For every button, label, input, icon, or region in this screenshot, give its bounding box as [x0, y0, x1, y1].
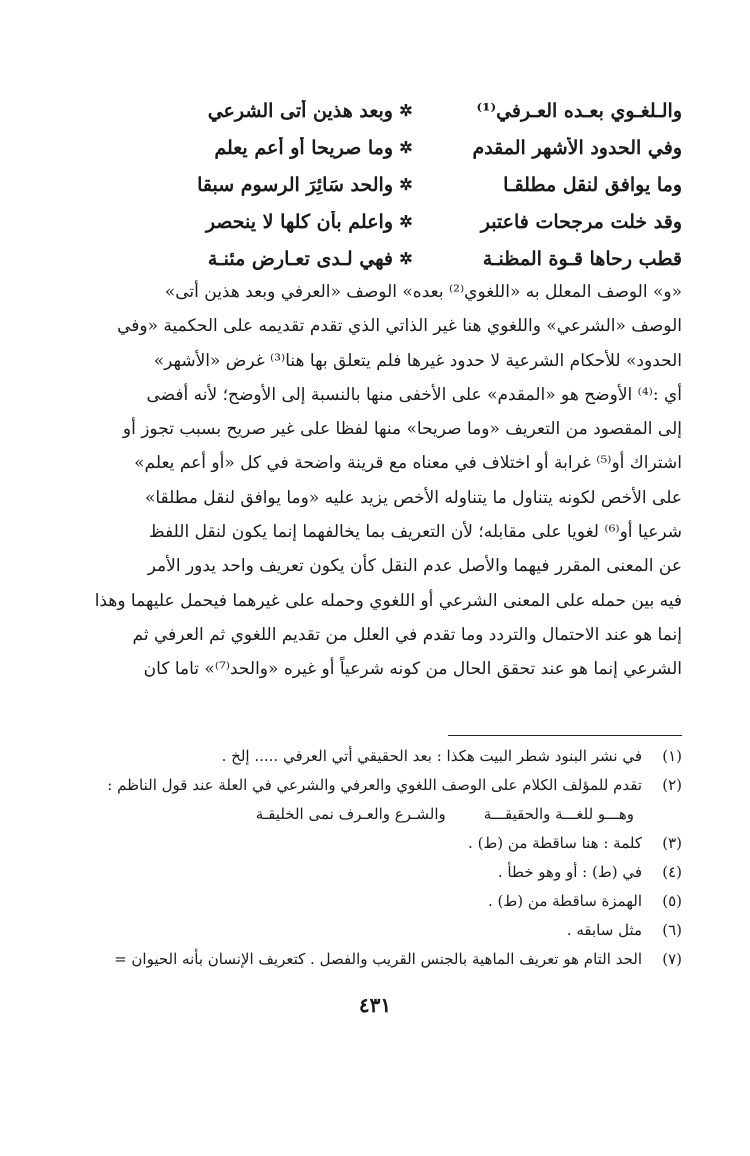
footnotes	[60, 742, 682, 974]
verse-first-hemistich: وما يوافق لنقل مطلقـا	[503, 173, 682, 196]
star-separator-icon: ✲	[399, 175, 413, 194]
footnote-text: كلمة : هنا ساقطة من (ط) .	[468, 834, 642, 852]
footnote-number: (٧)	[662, 950, 682, 968]
commentary-line: «و» الوصف المعلل به «اللغوي⁽²⁾ بعده» الوصف «العرفي وبعد هذين أتى»	[164, 282, 682, 302]
commentary-line: أي :⁽⁴⁾ الأوضح هو «المقدم» على الأخفى منها بالنسبة إلى الأوضح؛ لأنه أفضى	[146, 384, 682, 405]
commentary-line: فيه بين حمله على المعنى الشرعي أو اللغوي وحمله على غيرهما فيحمل عليهما وهذا	[94, 590, 682, 611]
footnote	[60, 916, 682, 945]
commentary-line: إنما هو عند الاحتمال والتردد وما تقدم في العلل من تقديم اللغوي ثم العرفي ثم	[132, 624, 682, 645]
commentary-line: اشتراك أو⁽⁵⁾ غرابة أو اختلاف في معناه مع قرينة واضحة في كل «أو أعم يعلم»	[134, 453, 682, 474]
footnote	[60, 742, 682, 771]
verse-line	[130, 240, 682, 277]
footnote-text: مثل سابقه .	[566, 921, 642, 939]
star-separator-icon: ✲	[399, 101, 413, 120]
verse-first-hemistich: وفي الحدود الأشهر المقدم	[472, 136, 682, 159]
commentary-line: إلى المقصود من التعريف «وما صريحا» منها لفظا على غير صريح بسبب تجوز أو	[122, 419, 682, 440]
footnote	[60, 829, 682, 858]
verse-line	[130, 92, 682, 129]
star-separator-icon: ✲	[399, 212, 413, 231]
footnote-divider	[448, 735, 682, 736]
commentary-line: الشرعي إنما هو عند تحقق الحال من كونه شرعياً أو غيره «والحد⁽⁷⁾» تاما كان	[143, 659, 682, 680]
star-separator-icon: ✲	[399, 138, 413, 157]
footnote-text: الحد التام هو تعريف الماهية بالجنس القريب والفصل . كتعريف الإنسان بأنه الحيوان =	[114, 950, 642, 968]
verse-second-hemistich: وما صريحا أو أعم يعلم	[214, 136, 393, 159]
verse-first-hemistich: والـلغـوي بعـده العـرفي⁽¹⁾	[476, 99, 682, 122]
footnote-number: (٥)	[662, 892, 682, 910]
verse-first-hemistich: قطب رحاها قـوة المظنـة	[482, 247, 682, 270]
verse-second-hemistich: والحد سَائِرَ الرسوم سبقا	[197, 173, 393, 196]
footnote	[60, 945, 682, 974]
footnote	[60, 887, 682, 916]
footnote-text: في نشر البنود شطر البيت هكذا : بعد الحقيقي أتي العرفي ..... إلخ .	[221, 747, 642, 765]
verse-line	[130, 203, 682, 240]
quoted-verse-second-hemistich: والشـرع والعـرف نمى الخليقـة	[255, 805, 446, 823]
star-separator-icon: ✲	[399, 249, 413, 268]
verse-second-hemistich: واعلم بأن كلها لا ينحصر	[205, 210, 393, 233]
commentary-text	[86, 275, 682, 687]
footnote-text: الهمزة ساقطة من (ط) .	[488, 892, 642, 910]
verse-second-hemistich: فهي لـدى تعـارض مئنـة	[207, 247, 393, 270]
footnote-number: (٣)	[662, 834, 682, 852]
verse-line	[130, 166, 682, 203]
footnote-text: تقدم للمؤلف الكلام على الوصف اللغوي والعرفي والشرعي في العلة عند قول الناظم :	[107, 776, 642, 794]
footnote-number: (٢)	[662, 776, 682, 794]
commentary-line: الوصف «الشرعي» واللغوي هنا غير الذاتي الذي تقدم تقديمه على الحكمية «وفي	[117, 316, 682, 337]
footnote-quoted-verse	[60, 800, 682, 829]
footnote-number: (٦)	[662, 921, 682, 939]
footnote	[60, 858, 682, 887]
poem-verses	[130, 92, 682, 277]
footnote-number: (٤)	[662, 863, 682, 881]
page-number: ٤٣١	[358, 993, 392, 1017]
commentary-line: على الأخص لكونه يتناول ما يتناوله الأخص يزيد عليه «وما يوافق لنقل مطلقا»	[144, 487, 682, 508]
footnote-text: في (ط) : أو وهو خطأ .	[497, 863, 642, 881]
verse-second-hemistich: وبعد هذين أتى الشرعي	[207, 99, 393, 122]
quoted-verse-first-hemistich: وهـــو للغـــة والحقيقـــة	[483, 805, 634, 823]
footnote-number: (١)	[662, 747, 682, 765]
footnote	[60, 771, 682, 800]
commentary-line: الحدود» للأحكام الشرعية لا حدود غيرها فلم يتعلق بها هنا⁽³⁾ غرض «الأشهر»	[153, 350, 682, 371]
commentary-line: عن المعنى المقرر فيهما والأصل عدم النقل كأن يكون تعريف واحد يدور الأمر	[147, 556, 682, 577]
verse-first-hemistich: وقد خلت مرجحات فاعتبر	[480, 210, 682, 233]
verse-line	[130, 129, 682, 166]
commentary-line: شرعيا أو⁽⁶⁾ لغويا على مقابله؛ لأن التعريف بما يخالفهما إنما يكون لنقل اللفظ	[148, 522, 682, 543]
